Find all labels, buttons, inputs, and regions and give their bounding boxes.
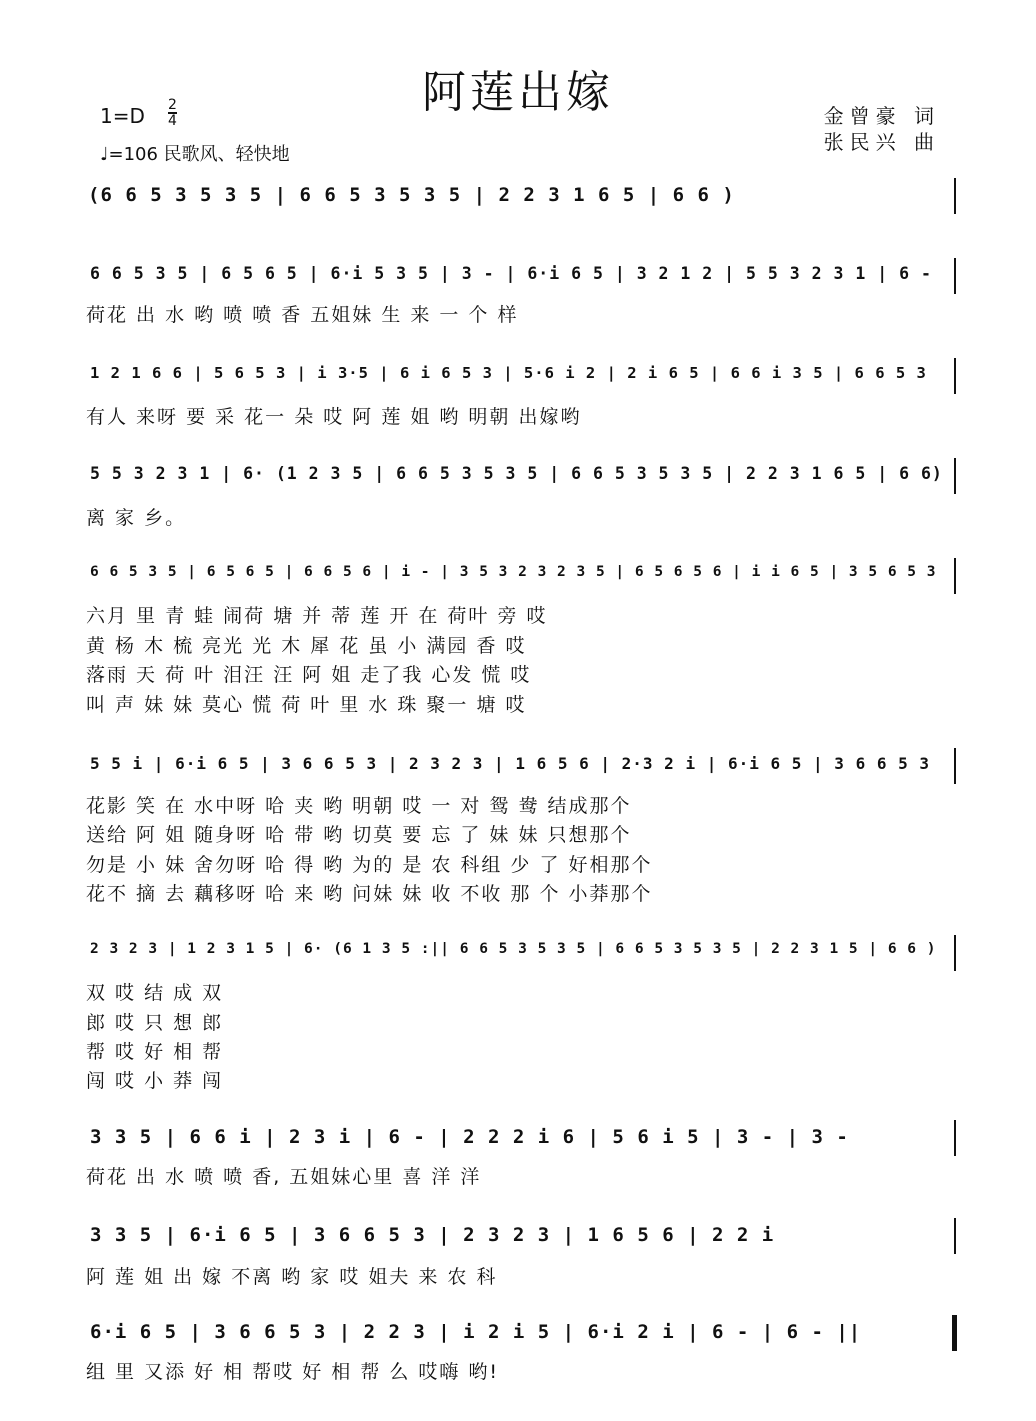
score-row-5-lyric-1: 六月 里 青 蛙 闹荷 塘 并 蒂 莲 开 在 荷叶 旁 哎: [86, 605, 548, 627]
score-row-10-lyric-1: 组 里 又添 好 相 帮哎 好 相 帮 么 哎嗨 哟!: [86, 1361, 500, 1383]
score-row-5-notes: 6 6 5 3 5 | 6 5 6 5 | 6 6 5 6 | i - | 3 5 3 2 3 2 3 5 | 6 5 6 5 6 | i i 6 5 | 3 5 6 5 3: [90, 564, 937, 580]
barline: [954, 258, 956, 294]
score-row-7-lyric-1: 双 哎 结 成 双: [86, 982, 224, 1004]
score-row-6-lyric-1: 花影 笑 在 水中呀 哈 夹 哟 明朝 哎 一 对 鸳 鸯 结成那个: [86, 795, 632, 817]
score-row-4-notes: 5 5 3 2 3 1 | 6· (1 2 3 5 | 6 6 5 3 5 3 5 | 6 6 5 3 5 3 5 | 2 2 3 1 6 5 | 6 6): [90, 464, 943, 483]
time-sig-top: 2: [168, 97, 177, 113]
barline: [954, 1218, 956, 1254]
score-row-7-lyric-4: 闯 哎 小 莽 闯: [86, 1070, 224, 1092]
score-row-5-lyric-2: 黄 杨 木 梳 亮光 光 木 犀 花 虽 小 满园 香 哎: [86, 635, 527, 657]
barline: [954, 558, 956, 594]
score-row-3-lyric-1: 有人 来呀 要 采 花一 朵 哎 阿 莲 姐 哟 明朝 出嫁哟: [86, 406, 582, 428]
barline: [954, 1120, 956, 1156]
score-row-6-lyric-2: 送给 阿 姐 随身呀 哈 带 哟 切莫 要 忘 了 妹 妹 只想那个: [86, 824, 632, 846]
score-row-8-notes: 3 3 5 | 6 6 i | 2 3 i | 6 - | 2 2 2 i 6 | 5 6 i 5 | 3 - | 3 -: [90, 1126, 849, 1148]
score-row-8-lyric-1: 荷花 出 水 喷 喷 香, 五姐妹心里 喜 洋 洋: [86, 1166, 482, 1188]
score-row-4-lyric-1: 离 家 乡。: [86, 507, 187, 529]
barline: [954, 178, 956, 214]
score-row-2-notes: 6 6 5 3 5 | 6 5 6 5 | 6·i 5 3 5 | 3 - | 6·i 6 5 | 3 2 1 2 | 5 5 3 2 3 1 | 6 -: [90, 264, 932, 283]
tempo-marking: ♩=106 民歌风、轻快地: [100, 144, 290, 165]
score-row-10-notes: 6·i 6 5 | 3 6 6 5 3 | 2 2 3 | i 2 i 5 | 6·i 2 i | 6 - | 6 - ||: [90, 1321, 862, 1343]
score-row-7-lyric-3: 帮 哎 好 相 帮: [86, 1041, 224, 1063]
score-row-7-notes: 2 3 2 3 | 1 2 3 1 5 | 6· (6 1 3 5 :|| 6 6 5 3 5 3 5 | 6 6 5 3 5 3 5 | 2 2 3 1 5 | 6 6 ): [90, 941, 937, 957]
barline: [954, 458, 956, 494]
final-barline: [952, 1315, 957, 1351]
time-signature: [168, 98, 177, 128]
score-row-1-notes: (6 6 5 3 5 3 5 | 6 6 5 3 5 3 5 | 2 2 3 1 6 5 | 6 6 ): [88, 184, 735, 206]
song-title: 阿莲出嫁: [422, 67, 614, 118]
barline: [954, 748, 956, 784]
score-row-2-lyric-1: 荷花 出 水 哟 喷 喷 香 五姐妹 生 来 一 个 样: [86, 304, 519, 326]
barline: [954, 935, 956, 971]
score-row-9-lyric-1: 阿 莲 姐 出 嫁 不离 哟 家 哎 姐夫 来 农 科: [86, 1266, 498, 1288]
lyricist-credit: 金曾豪 词: [823, 104, 940, 128]
time-sig-bottom: 4: [168, 113, 177, 129]
score-row-9-notes: 3 3 5 | 6·i 6 5 | 3 6 6 5 3 | 2 3 2 3 | 1 6 5 6 | 2 2 i: [90, 1224, 775, 1246]
score-row-6-notes: 5 5 i | 6·i 6 5 | 3 6 6 5 3 | 2 3 2 3 | 1 6 5 6 | 2·3 2 i | 6·i 6 5 | 3 6 6 5 3: [90, 754, 930, 773]
score-row-6-lyric-3: 勿是 小 妹 舍勿呀 哈 得 哟 为的 是 农 科组 少 了 好相那个: [86, 854, 653, 876]
score-row-5-lyric-3: 落雨 天 荷 叶 泪汪 汪 阿 姐 走了我 心发 慌 哎: [86, 664, 532, 686]
score-row-7-lyric-2: 郎 哎 只 想 郎: [86, 1012, 224, 1034]
score-row-6-lyric-4: 花不 摘 去 藕移呀 哈 来 哟 问妹 妹 收 不收 那 个 小莽那个: [86, 883, 653, 905]
score-row-5-lyric-4: 叫 声 妹 妹 莫心 慌 荷 叶 里 水 珠 聚一 塘 哎: [86, 694, 527, 716]
key-signature: 1=D: [100, 104, 145, 128]
barline: [954, 358, 956, 394]
composer-credit: 张民兴 曲: [823, 130, 940, 154]
score-row-3-notes: 1 2 1 6 6 | 5 6 5 3 | i 3·5 | 6 i 6 5 3 | 5·6 i 2 | 2 i 6 5 | 6 6 i 3 5 | 6 6 5 3: [90, 364, 927, 382]
